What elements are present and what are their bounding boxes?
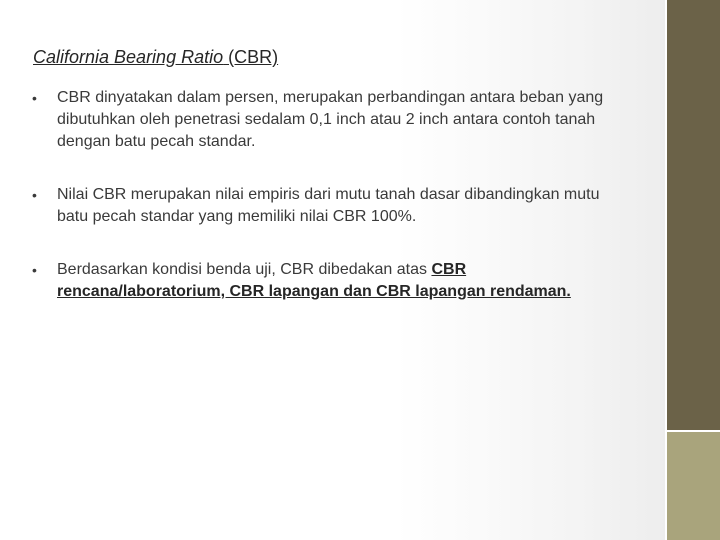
bullet-item [32, 184, 632, 228]
bullet-item [32, 87, 632, 153]
bullet-text: Nilai CBR merupakan nilai empiris dari mutu tanah dasar dibandingkan mutu batu pecah standar yang memiliki nilai CBR 100%. [57, 186, 600, 225]
bullet-emphasis-text: CBR rencana/laboratorium, CBR lapangan dan CBR lapangan rendaman. [57, 261, 571, 300]
bullet-item [32, 259, 632, 303]
bullet-marker: • [32, 262, 37, 278]
slide-title-italic: California Bearing Ratio [33, 47, 224, 67]
sidebar-accent-light [665, 432, 720, 540]
sidebar-edge-line [665, 0, 667, 540]
slide-title [33, 45, 278, 69]
sidebar-divider-line [665, 430, 720, 432]
bullet-marker: • [32, 90, 37, 106]
bullet-list [32, 87, 632, 303]
bullet-text: CBR dinyatakan dalam persen, merupakan perbandingan antara beban yang dibutuhkan oleh penetrasi sedalam 0,1 inch atau 2 inch antara contoh tanah dengan batu pecah standar. [57, 89, 604, 150]
sidebar-accent-dark [665, 0, 720, 432]
bullet-marker: • [32, 187, 37, 203]
slide-title-rest: (CBR) [223, 47, 279, 67]
bullet-text: Berdasarkan kondisi benda uji, CBR dibedakan atas [57, 261, 432, 278]
